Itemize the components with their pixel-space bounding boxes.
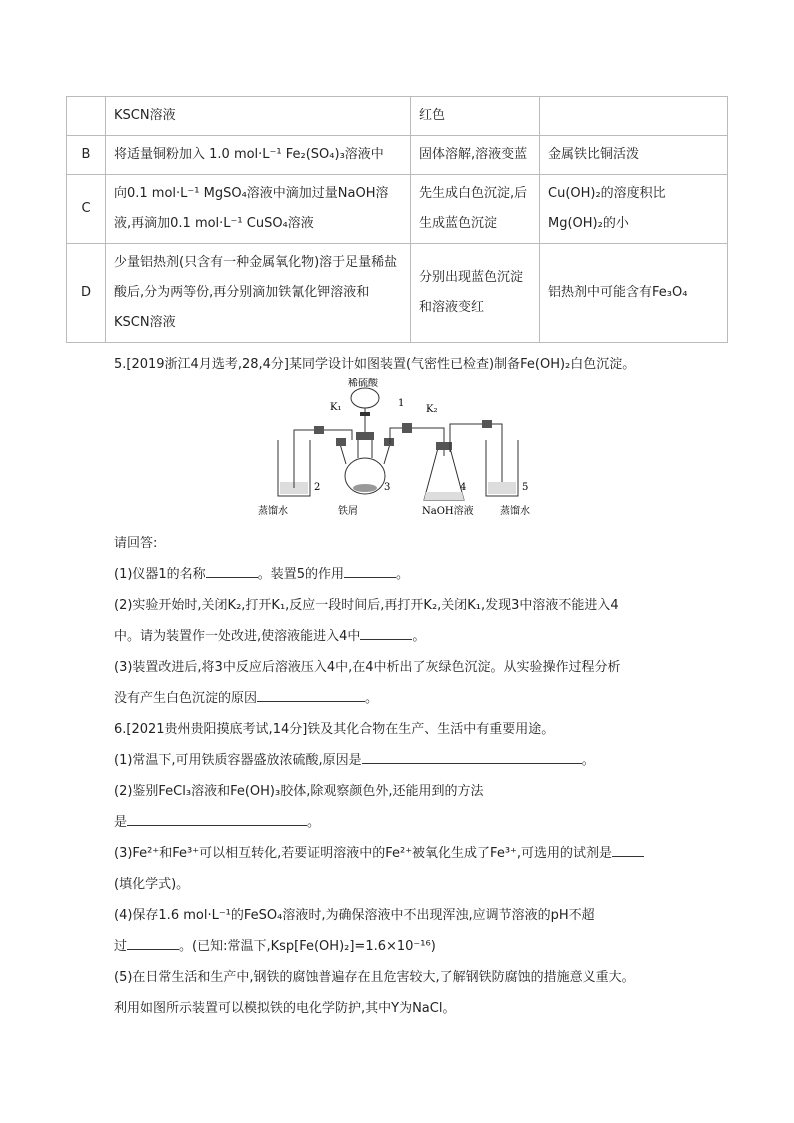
answer-blank[interactable] — [612, 844, 644, 857]
apparatus-diagram — [250, 378, 550, 518]
k1-label: K₁ — [330, 402, 342, 413]
q5-part2-line2: 中。请为装置作一处改进,使溶液能进入4中 。 — [114, 629, 426, 644]
k2-label: K₂ — [426, 404, 438, 415]
conclusion-cell: 金属铁比铜活泼 — [540, 136, 728, 175]
conclusion-cell: 铝热剂中可能含有Fe₃O₄ — [540, 244, 728, 343]
q6-part5-line2: 利用如图所示装置可以模拟铁的电化学防护,其中Y为NaCl。 — [114, 1001, 456, 1016]
label-5: 5 — [522, 482, 529, 493]
question-5-title: 5.[2019浙江4月选考,28,4分]某同学设计如图装置(气密性已检查)制备Fe(OH)₂白色沉淀。 — [114, 357, 636, 372]
option-key: B — [67, 136, 106, 175]
table-row — [67, 136, 728, 175]
q6-part1: (1)常温下,可用铁质容器盛放浓硫酸,原因是 。 — [114, 753, 595, 768]
table-row — [67, 175, 728, 244]
label-1: 1 — [398, 398, 405, 409]
q5-prompt: 请回答: — [114, 536, 158, 551]
answer-blank[interactable] — [127, 813, 307, 826]
answer-blank[interactable] — [127, 937, 179, 950]
q5-part2-line1: (2)实验开始时,关闭K₂,打开K₁,反应一段时间后,再打开K₂,关闭K₁,发现3中溶液不能进入4 — [114, 598, 619, 613]
q6-part4-line1: (4)保存1.6 mol·L⁻¹的FeSO₄溶液时,为确保溶液中不出现浑浊,应调节溶液的pH不超 — [114, 908, 595, 923]
q6-part5-line1: (5)在日常生活和生产中,钢铁的腐蚀普遍存在且危害较大,了解钢铁防腐蚀的措施意义重大。 — [114, 970, 635, 985]
table-row — [67, 97, 728, 136]
phenomenon-cell: 红色 — [411, 97, 540, 136]
label-2: 2 — [314, 482, 321, 493]
iron-filings — [353, 484, 377, 492]
dropping-funnel — [351, 388, 379, 408]
options-table — [66, 96, 728, 343]
phenomenon-cell: 固体溶解,溶液变蓝 — [411, 136, 540, 175]
operation-cell: 向0.1 mol·L⁻¹ MgSO₄溶液中滴加过量NaOH溶液,再滴加0.1 mol·L⁻¹ CuSO₄溶液 — [106, 175, 411, 244]
option-key — [67, 97, 106, 136]
operation-cell: KSCN溶液 — [106, 97, 411, 136]
answer-blank[interactable] — [360, 627, 412, 640]
operation-cell: 将适量铜粉加入 1.0 mol·L⁻¹ Fe₂(SO₄)₃溶液中 — [106, 136, 411, 175]
q6-part3-line2: (填化学式)。 — [114, 877, 190, 892]
question-6-title: 6.[2021贵州贵阳摸底考试,14分]铁及其化合物在生产、生活中有重要用途。 — [114, 722, 555, 737]
iron-label: 铁屑 — [338, 506, 358, 517]
answer-blank[interactable] — [257, 689, 365, 702]
phenomenon-cell: 分别出现蓝色沉淀和溶液变红 — [411, 244, 540, 343]
label-4: 4 — [460, 482, 467, 493]
q6-part3-line1: (3)Fe²⁺和Fe³⁺可以相互转化,若要证明溶液中的Fe²⁺被氧化生成了Fe³⁺,可选用的试剂是 — [114, 842, 644, 861]
phenomenon-cell: 先生成白色沉淀,后生成蓝色沉淀 — [411, 175, 540, 244]
q6-part2-line1: (2)鉴别FeCl₃溶液和Fe(OH)₃胶体,除观察颜色外,还能用到的方法 — [114, 784, 484, 799]
q6-part2-line2: 是 。 — [114, 815, 321, 830]
naoh-label: NaOH溶液 — [422, 506, 474, 517]
option-key: C — [67, 175, 106, 244]
q5-part1: (1)仪器1的名称 。装置5的作用 。 — [114, 567, 409, 582]
answer-blank[interactable] — [344, 565, 396, 578]
conclusion-cell — [540, 97, 728, 136]
acid-label: 稀硫酸 — [348, 378, 378, 389]
water-left-label: 蒸馏水 — [258, 506, 288, 517]
table-row — [67, 244, 728, 343]
answer-blank[interactable] — [206, 565, 258, 578]
q6-part4-line2: 过 。(已知:常温下,Ksp[Fe(OH)₂]=1.6×10⁻¹⁶) — [114, 939, 436, 954]
conclusion-cell: Cu(OH)₂的溶度积比 Mg(OH)₂的小 — [540, 175, 728, 244]
option-key: D — [67, 244, 106, 343]
label-3: 3 — [384, 482, 391, 493]
water-right-label: 蒸馏水 — [500, 506, 530, 517]
answer-blank[interactable] — [362, 751, 582, 764]
q5-part3-line2: 没有产生白色沉淀的原因 。 — [114, 691, 379, 706]
q5-part3-line1: (3)装置改进后,将3中反应后溶液压入4中,在4中析出了灰绿色沉淀。从实验操作过程分析 — [114, 660, 621, 675]
operation-cell: 少量铝热剂(只含有一种金属氧化物)溶于足量稀盐酸后,分为两等份,再分别滴加铁氰化钾溶液和KSCN溶液 — [106, 244, 411, 343]
